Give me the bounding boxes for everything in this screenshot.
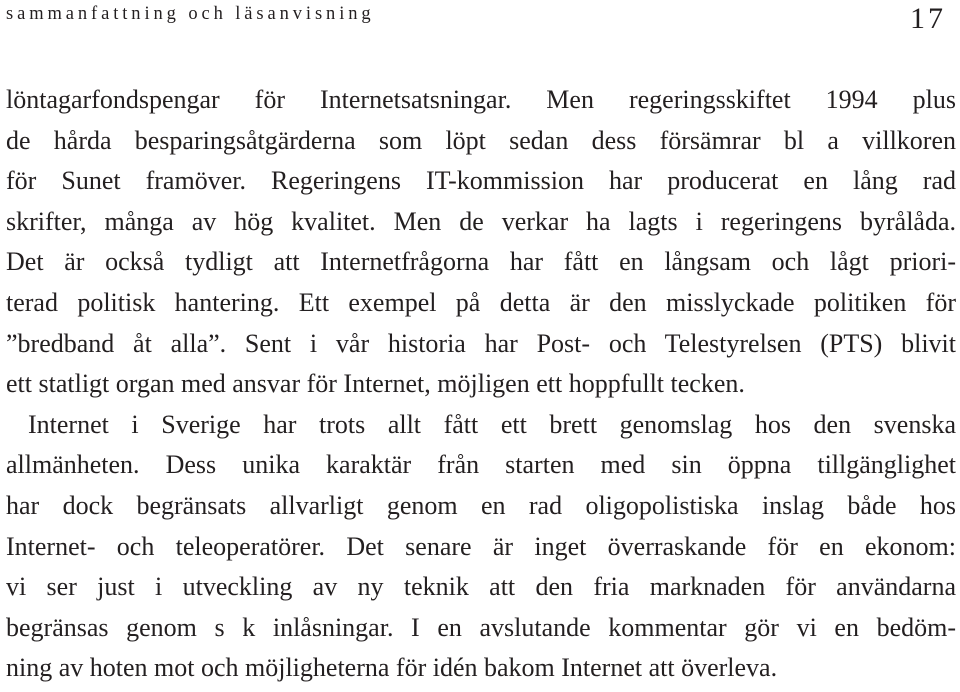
text-line: de hårda besparingsåtgärderna som löpt sedan dess försämrar bl a villkoren bbox=[6, 125, 956, 155]
text-line: för Sunet framöver. Regeringens IT-kommission har producerat en lång rad bbox=[6, 166, 956, 196]
running-header: sammanfattning och läsanvisning bbox=[6, 4, 375, 24]
text-line: ett statligt organ med ansvar för Internet, möjligen ett hoppfullt tecken. bbox=[6, 369, 745, 399]
text-line: skrifter, många av hög kvalitet. Men de verkar ha lagts i regeringens byrålåda. bbox=[6, 206, 956, 236]
text-line: ning av hoten mot och möjligheterna för idén bakom Internet att överleva. bbox=[6, 653, 778, 683]
text-line: löntagarfondspengar för Internetsatsningar. Men regeringsskiftet 1994 plus bbox=[6, 85, 956, 114]
text-line: vi ser just i utveckling av ny teknik att den fria marknaden för användarna bbox=[6, 572, 956, 602]
text-line: Internet i Sverige har trots allt fått ett brett genomslag hos den svenska bbox=[28, 409, 956, 439]
body-text bbox=[6, 80, 956, 689]
text-line: terad politisk hantering. Ett exempel på detta är den misslyckade politiken för bbox=[6, 287, 956, 317]
text-line: allmänheten. Dess unika karaktär från starten med sin öppna tillgänglighet bbox=[6, 450, 956, 480]
text-line: ”bredband åt alla”. Sent i vår historia har Post- och Telestyrelsen (PTS) blivit bbox=[6, 328, 956, 358]
text-line: Internet- och teleoperatörer. Det senare är inget överraskande för en ekonom: bbox=[6, 531, 956, 561]
page-number: 17 bbox=[910, 2, 946, 35]
text-line: har dock begränsats allvarligt genom en rad oligopolistiska inslag både hos bbox=[6, 490, 956, 520]
text-line: begränsas genom s k inlåsningar. I en avslutande kommentar gör vi en bedöm- bbox=[6, 612, 956, 642]
text-line: Det är också tydligt att Internetfrågorna har fått en långsam och lågt priori- bbox=[6, 247, 956, 277]
